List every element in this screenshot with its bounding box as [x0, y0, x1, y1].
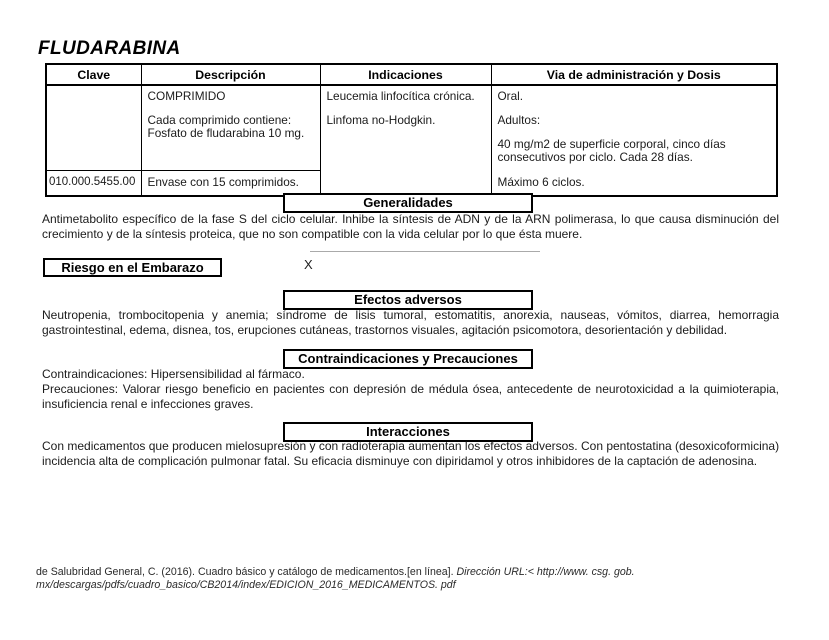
- cell-descripcion: Envase con 15 comprimidos.: [141, 171, 320, 197]
- contraindicaciones-paragraph: Contraindicaciones: Hipersensibilidad al fármaco.: [42, 367, 305, 381]
- citation-url-text: Dirección URL:< http://www. csg. gob.: [456, 566, 635, 578]
- column-header-descripcion: Descripción: [141, 64, 320, 85]
- table-header-row: [46, 64, 777, 85]
- column-header-clave: Clave: [46, 64, 141, 85]
- cell-clave: [46, 85, 141, 171]
- efectos-adversos-text: Neutropenia, trombocitopenia y anemia; síndrome de lisis tumoral, estomatitis, anorexia, nauseas, vómitos, diarrea, hemorragia gastrointestinal, edema, disnea, tos, erupciones cutáneas, trastornos visuales, agitación psicomotora, desorientación y debilidad.: [42, 308, 779, 337]
- cell-clave: 010.000.5455.00: [46, 171, 141, 197]
- column-header-via-dosis: Via de administración y Dosis: [491, 64, 777, 85]
- table-row: [46, 85, 777, 171]
- section-header-generalidades: Generalidades: [283, 193, 533, 213]
- section-header-efectos-adversos: Efectos adversos: [283, 290, 533, 310]
- pregnancy-risk-label: Riesgo en el Embarazo: [43, 258, 222, 277]
- cell-indicaciones: Leucemia linfocítica crónica. Linfoma no-Hodgkin.: [320, 85, 491, 171]
- pregnancy-risk-category: X: [304, 257, 313, 272]
- citation-url-text: mx/descargas/pdfs/cuadro_basico/CB2014/index/EDICION_2016_MEDICAMENTOS. pdf: [36, 578, 456, 591]
- citation-text: de Salubridad General, C. (2016). Cuadro básico y catálogo de medicamentos.[en línea].: [36, 566, 457, 578]
- page-title: FLUDARABINA: [38, 38, 181, 59]
- citation-line: [36, 566, 676, 579]
- interacciones-text: Con medicamentos que producen mielosupresión y con radioterapia aumentan los efectos adversos. Con pentostatina (desoxicoformicina) incidencia alta de complicación pulmonar fatal. Su eficacia disminuye con dipiridamol y otros inhibidores de la captación de adenosina.: [42, 439, 780, 468]
- section-header-contraindicaciones: Contraindicaciones y Precauciones: [283, 349, 533, 369]
- cell-descripcion: COMPRIMIDO Cada comprimido contiene: Fosfato de fludarabina 10 mg.: [141, 85, 320, 171]
- citation: [36, 566, 676, 591]
- column-header-indicaciones: Indicaciones: [320, 64, 491, 85]
- precauciones-paragraph: Precauciones: Valorar riesgo beneficio en pacientes con depresión de médula ósea, antecedente de neurotoxicidad a la quimioterapia, insuficiencia renal e infecciones graves.: [42, 382, 779, 411]
- cell-via-dosis: Máximo 6 ciclos.: [491, 171, 777, 197]
- contraindicaciones-text: [42, 367, 779, 412]
- cell-via-dosis: Oral. Adultos: 40 mg/m2 de superficie corporal, cinco días consecutivos por ciclo. Cada 28 días.: [491, 85, 777, 171]
- generalidades-text: Antimetabolito específico de la fase S del ciclo celular. Inhibe la síntesis de ADN y de la ARN polimerasa, lo que causa disminución del crecimiento y de la síntesis proteica, que no son compatible con la vida celular por lo que ésta muere.: [42, 212, 779, 241]
- medication-table: [45, 63, 778, 197]
- section-header-interacciones: Interacciones: [283, 422, 533, 442]
- risk-category-line: [310, 251, 540, 252]
